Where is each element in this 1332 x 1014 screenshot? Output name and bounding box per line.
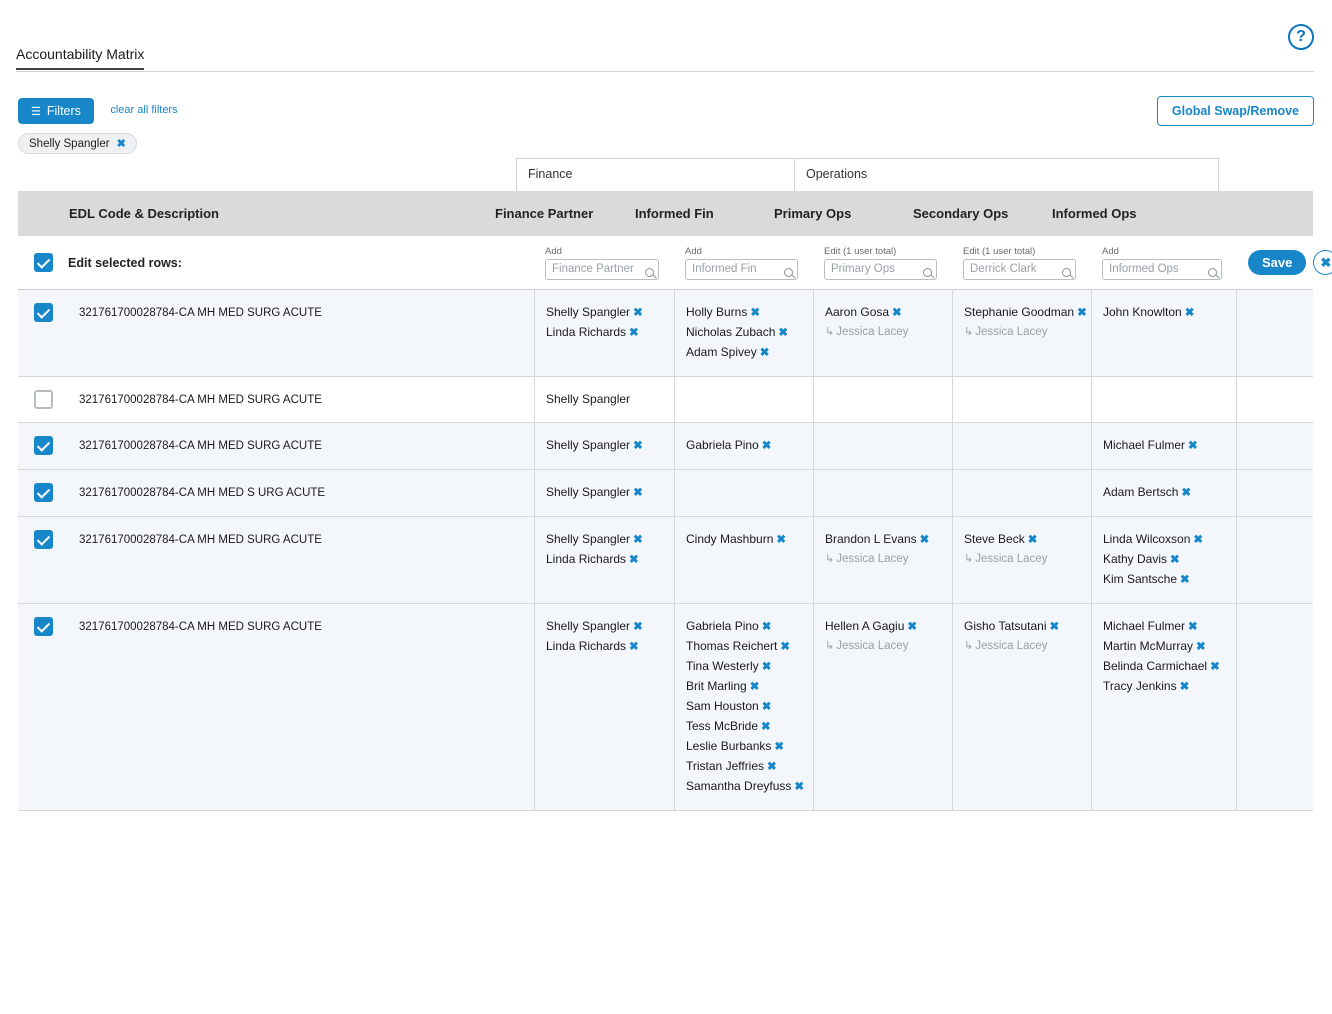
row-edl-cell xyxy=(68,423,534,469)
matrix-table xyxy=(18,191,1332,811)
assignee-name: Shelly Spangler xyxy=(546,532,631,546)
assignee-name: Thomas Reichert xyxy=(686,639,778,653)
row-finance-partner-cell xyxy=(534,470,674,516)
assignee-chip xyxy=(964,303,1087,323)
edit-selected-rows-label: Edit selected rows: xyxy=(68,255,182,270)
secondary-ops-input[interactable] xyxy=(963,259,1076,280)
row-checkbox[interactable] xyxy=(34,303,53,322)
assignee-chip xyxy=(686,737,802,757)
column-header-finance-partner: Finance Partner xyxy=(495,206,594,221)
row-informed-ops-cell xyxy=(1091,470,1237,516)
remove-assignee-icon[interactable]: ✖ xyxy=(1193,534,1204,546)
assignee-name: Gabriela Pino xyxy=(686,438,759,452)
assignee-chip xyxy=(1103,530,1225,550)
assignee-name: Leslie Burbanks xyxy=(686,739,772,753)
assignee-name: Jessica Lacey xyxy=(975,553,1048,565)
remove-assignee-icon[interactable]: ✖ xyxy=(892,307,902,319)
remove-assignee-icon[interactable]: ✖ xyxy=(750,307,760,319)
page-title: Accountability Matrix xyxy=(16,46,144,70)
edl-code-description: 321761700028784-CA MH MED SURG ACUTE xyxy=(79,534,322,546)
remove-assignee-icon[interactable]: ✖ xyxy=(633,534,643,546)
remove-assignee-icon[interactable]: ✖ xyxy=(633,487,643,499)
assignee-name: Gabriela Pino xyxy=(686,619,759,633)
assignee-chip xyxy=(964,617,1080,637)
assignee-chip xyxy=(686,677,802,697)
assignee-name: Jessica Lacey xyxy=(836,553,909,565)
edl-code-description: 321761700028784-CA MH MED S URG ACUTE xyxy=(79,487,326,499)
assignee-name: Michael Fulmer xyxy=(1103,619,1186,633)
row-edl-cell xyxy=(68,470,534,516)
remove-assignee-icon[interactable]: ✖ xyxy=(1170,554,1180,566)
remove-assignee-icon[interactable]: ✖ xyxy=(1027,534,1038,546)
row-informed-ops-cell xyxy=(1091,604,1237,810)
select-all-checkbox-cell xyxy=(18,236,68,290)
edit-row-actions xyxy=(1237,236,1331,290)
assignee-name: Jessica Lacey xyxy=(975,640,1048,652)
row-informed-fin-cell xyxy=(674,290,813,376)
subtask-arrow-icon: ↳ xyxy=(964,326,974,338)
column-header-primary-ops: Primary Ops xyxy=(774,206,852,221)
assignee-chip xyxy=(1103,303,1225,323)
pending-assignee xyxy=(964,637,1080,655)
filter-chip-label: Shelly Spangler xyxy=(29,137,110,150)
assignee-name: Aaron Gosa xyxy=(825,305,890,319)
assignee-name: Tess McBride xyxy=(686,719,759,733)
assignee-name: Adam Spivey xyxy=(686,345,757,359)
edit-informed-ops-cell xyxy=(1091,236,1237,290)
assignee-name: Belinda Carmichael xyxy=(1103,659,1208,673)
assignee-chip xyxy=(825,303,941,323)
assignee-chip xyxy=(686,637,802,657)
edit-finance-partner-cell xyxy=(534,236,674,290)
active-filters xyxy=(18,133,137,154)
assignee-name: Brit Marling xyxy=(686,679,747,693)
row-checkbox-cell xyxy=(18,517,68,603)
field-caption-primary-ops: Edit (1 user total) xyxy=(824,245,897,257)
assignee-name: Hellen A Gagiu xyxy=(825,619,905,633)
row-checkbox-cell xyxy=(18,290,68,376)
row-actions-cell xyxy=(1237,604,1331,810)
global-swap-remove-button[interactable]: Global Swap/Remove xyxy=(1157,96,1314,126)
row-checkbox[interactable] xyxy=(34,390,53,409)
assignee-chip xyxy=(686,717,802,737)
assignee-name: Stephanie Goodman xyxy=(964,305,1075,319)
row-informed-fin-cell xyxy=(674,604,813,810)
assignee-name: Shelly Spangler xyxy=(546,438,631,452)
assignee-chip xyxy=(686,303,802,323)
remove-assignee-icon[interactable]: ✖ xyxy=(629,327,639,339)
subtask-arrow-icon: ↳ xyxy=(825,553,835,565)
row-primary-ops-cell xyxy=(813,604,952,810)
subtask-arrow-icon: ↳ xyxy=(964,640,974,652)
row-secondary-ops-cell xyxy=(952,290,1091,376)
finance-partner-input[interactable] xyxy=(545,259,659,280)
table-row xyxy=(18,604,1313,811)
help-icon[interactable]: ? xyxy=(1288,24,1314,50)
table-body xyxy=(18,290,1313,811)
assignee-chip xyxy=(825,617,941,637)
column-group-headers xyxy=(516,158,1219,191)
assignee-name: Shelly Spangler xyxy=(546,485,631,499)
remove-assignee-icon[interactable]: ✖ xyxy=(1196,641,1206,653)
assignee-chip xyxy=(1103,657,1225,677)
primary-ops-input[interactable] xyxy=(824,259,937,280)
assignee-chip xyxy=(825,530,941,550)
assignee-chip xyxy=(546,617,663,637)
remove-assignee-icon[interactable]: ✖ xyxy=(761,701,772,713)
row-informed-ops-cell xyxy=(1091,377,1237,422)
table-header-row xyxy=(18,191,1313,236)
edl-code-description: 321761700028784-CA MH MED SURG ACUTE xyxy=(79,307,322,319)
edit-informed-fin-cell xyxy=(674,236,813,290)
row-actions-cell xyxy=(1237,377,1331,422)
filters-button[interactable] xyxy=(18,98,94,124)
column-header-actions xyxy=(1187,191,1281,236)
assignee-name: Holly Burns xyxy=(686,305,748,319)
remove-assignee-icon[interactable]: ✖ xyxy=(761,440,772,452)
row-checkbox[interactable] xyxy=(34,530,53,549)
field-caption-secondary-ops: Edit (1 user total) xyxy=(963,245,1036,257)
assignee-chip xyxy=(686,777,805,797)
row-primary-ops-cell xyxy=(813,517,952,603)
assignee-chip xyxy=(546,483,663,503)
pending-assignee xyxy=(825,323,941,341)
remove-assignee-icon[interactable]: ✖ xyxy=(761,621,772,633)
remove-assignee-icon[interactable]: ✖ xyxy=(919,534,930,546)
edl-code-description: 321761700028784-CA MH MED SURG ACUTE xyxy=(79,394,322,406)
row-finance-partner-cell xyxy=(534,517,674,603)
search-icon xyxy=(1208,268,1217,277)
edit-secondary-ops-cell xyxy=(952,236,1091,290)
remove-assignee-icon[interactable]: ✖ xyxy=(1210,661,1220,673)
informed-fin-input[interactable] xyxy=(685,259,798,280)
filter-icon: ☰ xyxy=(31,105,41,118)
row-finance-partner-cell xyxy=(534,377,674,422)
assignee-name: Tina Westerly xyxy=(686,659,759,673)
assignee-name: Michael Fulmer xyxy=(1103,438,1186,452)
remove-assignee-icon[interactable]: ✖ xyxy=(633,621,643,633)
assignee-name: Brandon L Evans xyxy=(825,532,917,546)
assignee-chip xyxy=(546,436,663,456)
assignee-chip xyxy=(1103,550,1225,570)
clear-all-filters-link[interactable]: clear all filters xyxy=(110,104,178,117)
assignee-chip xyxy=(546,390,663,409)
remove-assignee-icon[interactable]: ✖ xyxy=(1077,307,1087,319)
remove-assignee-icon[interactable]: ✖ xyxy=(776,534,787,546)
assignee-chip xyxy=(1103,617,1225,637)
select-all-checkbox[interactable] xyxy=(34,253,53,272)
remove-assignee-icon[interactable]: ✖ xyxy=(1179,681,1190,693)
assignee-name: Martin McMurray xyxy=(1103,639,1194,653)
group-header-finance: Finance xyxy=(516,158,794,191)
remove-assignee-icon[interactable]: ✖ xyxy=(1181,487,1192,499)
assignee-chip xyxy=(686,436,802,456)
assignee-name: Samantha Dreyfuss xyxy=(686,779,792,793)
assignee-chip xyxy=(546,637,663,657)
table-row xyxy=(18,290,1313,377)
remove-assignee-icon[interactable]: ✖ xyxy=(1184,307,1195,319)
assignee-name: Linda Richards xyxy=(546,325,627,339)
pending-assignee xyxy=(825,637,941,655)
assignee-chip xyxy=(686,617,802,637)
assignee-chip xyxy=(686,530,802,550)
close-icon[interactable]: ✖ xyxy=(116,138,126,150)
assignee-name: Cindy Mashburn xyxy=(686,532,774,546)
row-checkbox[interactable] xyxy=(34,617,53,636)
remove-assignee-icon[interactable]: ✖ xyxy=(761,721,771,733)
row-checkbox-cell xyxy=(18,604,68,810)
row-primary-ops-cell xyxy=(813,377,952,422)
assignee-name: Shelly Spangler xyxy=(546,392,631,406)
remove-assignee-icon[interactable]: ✖ xyxy=(633,307,643,319)
remove-assignee-icon[interactable]: ✖ xyxy=(1180,574,1190,586)
assignee-chip xyxy=(1103,637,1225,657)
assignee-name: Adam Bertsch xyxy=(1103,485,1179,499)
remove-assignee-icon[interactable]: ✖ xyxy=(774,741,785,753)
remove-assignee-icon[interactable]: ✖ xyxy=(759,347,770,359)
search-icon xyxy=(923,268,932,277)
remove-assignee-icon[interactable]: ✖ xyxy=(1188,621,1198,633)
row-informed-fin-cell xyxy=(674,470,813,516)
row-edl-cell xyxy=(68,290,534,376)
assignee-chip xyxy=(686,323,802,343)
remove-assignee-icon[interactable]: ✖ xyxy=(1188,440,1198,452)
assignee-name: Shelly Spangler xyxy=(546,619,631,633)
search-icon xyxy=(1062,268,1071,277)
assignee-chip xyxy=(1103,570,1225,590)
remove-assignee-icon[interactable]: ✖ xyxy=(633,440,643,452)
column-header-edl: EDL Code & Description xyxy=(69,206,220,221)
informed-ops-input[interactable] xyxy=(1102,259,1222,280)
table-row xyxy=(18,423,1313,470)
row-secondary-ops-cell xyxy=(952,604,1091,810)
row-secondary-ops-cell xyxy=(952,423,1091,469)
row-edl-cell xyxy=(68,517,534,603)
assignee-name: Gisho Tatsutani xyxy=(964,619,1047,633)
subtask-arrow-icon: ↳ xyxy=(964,553,974,565)
row-checkbox-cell xyxy=(18,470,68,516)
edl-code-description: 321761700028784-CA MH MED SURG ACUTE xyxy=(79,440,322,452)
assignee-name: Steve Beck xyxy=(964,532,1025,546)
subtask-arrow-icon: ↳ xyxy=(825,640,835,652)
group-header-operations: Operations xyxy=(794,158,1219,191)
table-row xyxy=(18,470,1313,517)
row-informed-fin-cell xyxy=(674,423,813,469)
table-row xyxy=(18,517,1313,604)
row-edl-cell xyxy=(68,377,534,422)
row-checkbox-cell xyxy=(18,423,68,469)
edit-primary-ops-cell xyxy=(813,236,952,290)
subtask-arrow-icon: ↳ xyxy=(825,326,835,338)
row-informed-ops-cell xyxy=(1091,290,1237,376)
row-informed-ops-cell xyxy=(1091,423,1237,469)
remove-assignee-icon[interactable]: ✖ xyxy=(778,327,789,339)
assignee-chip xyxy=(1103,436,1225,456)
assignee-chip xyxy=(546,550,663,570)
assignee-name: Linda Wilcoxson xyxy=(1103,532,1191,546)
row-edl-cell xyxy=(68,604,534,810)
assignee-name: Jessica Lacey xyxy=(836,326,909,338)
field-caption-informed-ops: Add xyxy=(1102,245,1119,257)
edit-selected-rows xyxy=(18,236,1332,290)
row-finance-partner-cell xyxy=(534,290,674,376)
row-informed-fin-cell xyxy=(674,377,813,422)
pending-assignee xyxy=(825,550,941,568)
toolbar xyxy=(18,98,1314,126)
row-secondary-ops-cell xyxy=(952,470,1091,516)
row-actions-cell xyxy=(1237,290,1331,376)
row-secondary-ops-cell xyxy=(952,517,1091,603)
row-primary-ops-cell xyxy=(813,423,952,469)
edl-code-description: 321761700028784-CA MH MED SURG ACUTE xyxy=(79,621,322,633)
row-finance-partner-cell xyxy=(534,423,674,469)
assignee-chip xyxy=(686,757,802,777)
remove-assignee-icon[interactable]: ✖ xyxy=(749,681,760,693)
row-actions-cell xyxy=(1237,470,1331,516)
column-header-informed-ops: Informed Ops xyxy=(1052,206,1137,221)
edit-row-label-cell xyxy=(68,236,534,290)
assignee-name: John Knowlton xyxy=(1103,305,1182,319)
table-row xyxy=(18,377,1313,423)
assignee-name: Linda Richards xyxy=(546,552,627,566)
assignee-name: Jessica Lacey xyxy=(836,640,909,652)
assignee-name: Jessica Lacey xyxy=(975,326,1048,338)
assignee-chip xyxy=(1103,677,1225,697)
assignee-name: Tristan Jeffries xyxy=(686,759,765,773)
remove-assignee-icon[interactable]: ✖ xyxy=(629,554,639,566)
assignee-chip xyxy=(686,343,802,363)
field-caption-informed-fin: Add xyxy=(685,245,702,257)
filters-button-label: Filters xyxy=(46,104,81,118)
assignee-chip xyxy=(546,303,663,323)
row-finance-partner-cell xyxy=(534,604,674,810)
assignee-name: Kathy Davis xyxy=(1103,552,1168,566)
filter-chip[interactable] xyxy=(18,133,137,154)
assignee-chip xyxy=(546,323,663,343)
row-primary-ops-cell xyxy=(813,470,952,516)
remove-assignee-icon[interactable]: ✖ xyxy=(794,781,805,793)
row-checkbox-cell xyxy=(18,377,68,422)
assignee-chip xyxy=(546,530,663,550)
assignee-chip xyxy=(964,530,1080,550)
row-secondary-ops-cell xyxy=(952,377,1091,422)
assignee-chip xyxy=(686,657,802,677)
row-informed-fin-cell xyxy=(674,517,813,603)
assignee-name: Linda Richards xyxy=(546,639,627,653)
assignee-name: Shelly Spangler xyxy=(546,305,631,319)
row-primary-ops-cell xyxy=(813,290,952,376)
row-actions-cell xyxy=(1237,423,1331,469)
assignee-chip xyxy=(1103,483,1225,503)
assignee-name: Sam Houston xyxy=(686,699,759,713)
row-checkbox[interactable] xyxy=(34,483,53,502)
remove-assignee-icon[interactable]: ✖ xyxy=(907,621,918,633)
cancel-edit-button[interactable]: ✖ xyxy=(1313,250,1332,275)
pending-assignee xyxy=(964,550,1080,568)
column-header-informed-fin: Informed Fin xyxy=(635,206,714,221)
assignee-chip xyxy=(686,697,802,717)
pending-assignee xyxy=(964,323,1080,341)
search-icon xyxy=(784,268,793,277)
row-checkbox[interactable] xyxy=(34,436,53,455)
remove-assignee-icon[interactable]: ✖ xyxy=(780,641,791,653)
assignee-name: Nicholas Zubach xyxy=(686,325,776,339)
remove-assignee-icon[interactable]: ✖ xyxy=(1049,621,1060,633)
save-button[interactable]: Save xyxy=(1248,250,1306,275)
remove-assignee-icon[interactable]: ✖ xyxy=(767,761,777,773)
assignee-name: Kim Santsche xyxy=(1103,572,1178,586)
row-informed-ops-cell xyxy=(1091,517,1237,603)
row-actions-cell xyxy=(1237,517,1331,603)
assignee-name: Tracy Jenkins xyxy=(1103,679,1177,693)
search-icon xyxy=(645,268,654,277)
remove-assignee-icon[interactable]: ✖ xyxy=(761,661,772,673)
column-header-secondary-ops: Secondary Ops xyxy=(913,206,1009,221)
remove-assignee-icon[interactable]: ✖ xyxy=(629,641,639,653)
field-caption-finance-partner: Add xyxy=(545,245,562,257)
page-title-bar xyxy=(16,46,1314,72)
